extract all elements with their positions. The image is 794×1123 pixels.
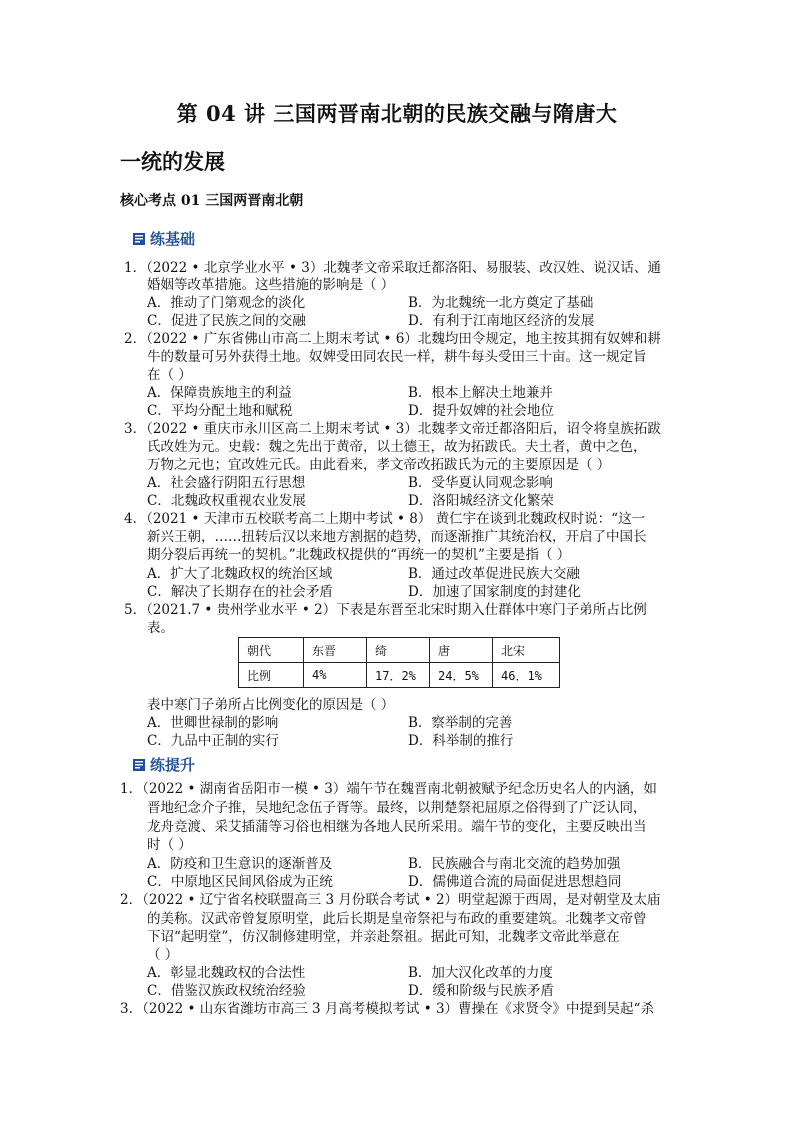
option-b: B．察举制的完善: [408, 715, 513, 731]
book-icon: [132, 232, 146, 246]
question-text: 晋地纪念介子推，吴地纪念伍子胥等。最终，以荆楚祭祀屈原之俗得到了广泛认同，: [147, 800, 647, 816]
question-text: 4．（2021 • 天津市五校联考高二上期中考试 • 8） 黄仁宇在谈到北魏政权时说：“这一: [124, 511, 646, 527]
option-d: D．有利于江南地区经济的发展: [408, 313, 595, 329]
page-title: 第 04 讲 三国两晋南北朝的民族交融与隋唐大: [176, 101, 618, 126]
option-a: A．彰显北魏政权的合法性: [147, 965, 306, 981]
option-c: C．北魏政权重视农业发展: [147, 493, 306, 509]
section-advance-label: 练提升: [150, 756, 196, 774]
option-b: B．受华夏认同观念影响: [408, 475, 553, 491]
section-basic-heading: [132, 228, 195, 249]
book-icon: [132, 758, 146, 772]
question-text: 2．（2022 • 辽宁省名校联盟高三 3 月份联合考试 • 2）明堂起源于西周，是对朝堂及太庙: [120, 892, 661, 908]
section-basic-label: 练基础: [150, 230, 196, 248]
table-cell: 绮: [367, 638, 430, 663]
option-c: C．中原地区民间风俗成为正统: [147, 874, 333, 890]
question-text: 表中寒门子弟所占比例变化的原因是（ ）: [147, 697, 395, 713]
option-b: B．根本上解决土地兼并: [408, 385, 553, 401]
question-text: 2．（2022 • 广东省佛山市高二上期末考试 • 6）北魏均田令规定，地主按其拥有奴婢和耕: [124, 331, 661, 347]
question-text: 表。: [147, 620, 174, 636]
option-a: A．保障贵族地主的利益: [147, 385, 292, 401]
option-b: B．民族融合与南北交流的趋势加强: [408, 856, 621, 872]
table-cell: 17．2%: [367, 663, 430, 688]
question-text: 1．（2022 • 湖南省岳阳市一模 • 3）端午节在魏晋南北朝被赋予纪念历史名人的内涵，如: [120, 781, 657, 797]
table-cell: 46．1%: [493, 663, 560, 688]
option-c: C．借鉴汉族政权统治经验: [147, 983, 306, 999]
question-text: 5．（2021.7 • 贵州学业水平 • 2）下表是东晋至北宋时期入仕群体中寒门子弟所占比例: [124, 602, 647, 618]
option-b: B．通过改革促进民族大交融: [408, 566, 580, 582]
table-cell: 4%: [304, 663, 367, 688]
option-c: C．平均分配土地和赋税: [147, 403, 293, 419]
question-text: 万物之元也；宜改姓元氏。由此看来，孝文帝改拓跋氏为元的主要原因是（ ）: [147, 457, 611, 473]
option-a: A．世卿世禄制的影响: [147, 715, 279, 731]
question-text: 氏改姓为元。史载：魏之先出于黄帝，以土德王，故为拓跋氏。夫土者，黄中之色，: [147, 439, 647, 455]
question-text: 下诏“起明堂”，仿汉制修建明堂，并亲赴祭祖。据此可知，北魏孝文帝此举意在: [147, 929, 620, 945]
question-text: 在（ ）: [147, 367, 192, 383]
option-c: C．解决了长期存在的社会矛盾: [147, 584, 333, 600]
table-cell: 东晋: [304, 638, 367, 663]
question-text: 新兴王朝，……扭转后汉以来地方割据的趋势，而逐渐推广其统治权，开启了中国长: [147, 529, 647, 545]
question-text: 时（ ）: [147, 837, 192, 853]
option-c: C．九品中正制的实行: [147, 733, 279, 749]
table-cell: 朝代: [239, 638, 304, 663]
question-text: 3．（2022 • 重庆市永川区高二上期末考试 • 3）北魏孝文帝迁都洛阳后，诏令将皇族拓跋: [124, 421, 661, 437]
option-b: B．加大汉化改革的力度: [408, 965, 553, 981]
option-d: D．缓和阶级与民族矛盾: [408, 983, 554, 999]
question-text: 婚姻等改革措施。这些措施的影响是（ ）: [147, 277, 395, 293]
question-text: 的美称。汉武帝曾复原明堂，此后长期是皇帝祭祀与布政的重要建筑。北魏孝文帝曾: [147, 911, 647, 927]
option-c: C．促进了民族之间的交融: [147, 313, 306, 329]
section-advance-heading: [132, 754, 195, 775]
option-a: A．扩大了北魏政权的统治区域: [147, 566, 333, 582]
page-title-continued: 一统的发展: [120, 149, 225, 174]
option-d: D．科举制的推行: [408, 733, 514, 749]
table-cell: 比例: [239, 663, 304, 688]
option-d: D．提升奴婢的社会地位: [408, 403, 554, 419]
option-a: A．社会盛行阴阳五行思想: [147, 475, 306, 491]
option-d: D．儒佛道合流的局面促进思想趋同: [408, 874, 622, 890]
table-cell: 北宋: [493, 638, 560, 663]
question-text: （ ）: [147, 947, 179, 963]
table-header-row: [239, 638, 560, 663]
core-topic-heading: 核心考点 01 三国两晋南北朝: [120, 193, 304, 209]
question-text: 牛的数量可另外获得土地。奴婢受田同农民一样，耕牛每头受田三十亩。这一规定旨: [147, 349, 647, 365]
question-text: 3．（2022 • 山东省潍坊市高三 3 月高考模拟考试 • 3）曹操在《求贤令》中提到吴起“杀: [120, 1001, 654, 1017]
question-text: 1．（2022 • 北京学业水平 • 3）北魏孝文帝采取迁都洛阳、易服装、改汉姓、说汉话、通: [124, 260, 661, 276]
table-cell: 唐: [430, 638, 493, 663]
option-d: D．加速了国家制度的封建化: [408, 584, 581, 600]
table-cell: 24．5%: [430, 663, 493, 688]
option-a: A．推动了门第观念的淡化: [147, 295, 306, 311]
ratio-table: [238, 637, 560, 688]
option-a: A．防疫和卫生意识的逐渐普及: [147, 856, 333, 872]
option-b: B．为北魏统一北方奠定了基础: [408, 295, 594, 311]
table-row: [239, 663, 560, 688]
question-text: 期分裂后再统一的契机。”北魏政权提供的“再统一的契机”主要是指（ ）: [147, 547, 571, 563]
option-d: D．洛阳城经济文化繁荣: [408, 493, 554, 509]
question-text: 龙舟竞渡、采艾插蒲等习俗也相继为各地人民所采用。端午节的变化，主要反映出当: [147, 819, 647, 835]
